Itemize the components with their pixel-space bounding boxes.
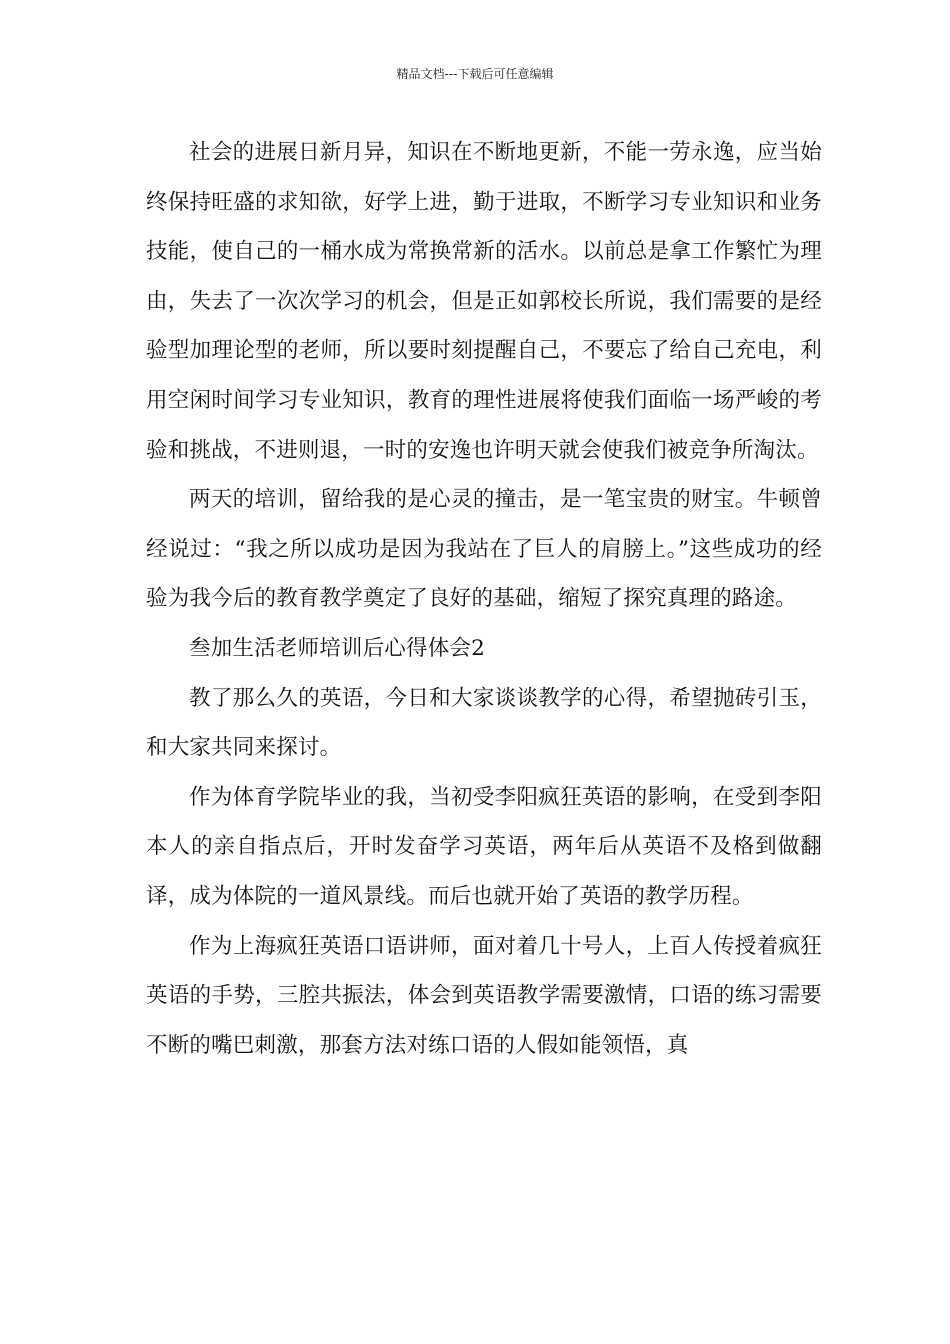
paragraph-2: 两天的培训，留给我的是心灵的撞击，是一笔宝贵的财宝。牛顿曾经说过：“我之所以成功是因为我站在了巨人的肩膀上。”这些成功的经验为我今后的教育教学奠定了良好的基础，缩短了探究真理的路途。	[146, 487, 822, 612]
paragraph-5: 作为上海疯狂英语口语讲师，面对着几十号人，上百人传授着疯狂英语的手势，三腔共振法，体会到英语教学需要激情，口语的练习需要不断的嘴巴刺激，那套方法对练口语的人假如能领悟，真	[146, 933, 822, 1058]
document-body	[146, 128, 822, 1070]
page-header: 精品文档---下载后可任意编辑	[396, 67, 554, 81]
paragraph-1: 社会的进展日新月异，知识在不断地更新，不能一劳永逸，应当始终保持旺盛的求知欲，好学上进，勤于进取，不断学习专业知识和业务技能，使自己的一桶水成为常换常新的活水。以前总是拿工作繁忙为理由，失去了一次次学习的机会，但是正如郭校长所说，我们需要的是经验型加理论型的老师，所以要时刻提醒自己，不要忘了给自己充电，利用空闲时间学习专业知识，教育的理性进展将使我们面临一场严峻的考验和挑战，不进则退，一时的安逸也许明天就会使我们被竞争所淘汰。	[146, 140, 822, 463]
paragraph-4: 作为体育学院毕业的我，当初受李阳疯狂英语的影响，在受到李阳本人的亲自指点后，开时发奋学习英语，两年后从英语不及格到做翻译，成为体院的一道风景线。而后也就开始了英语的教学历程。	[146, 784, 822, 909]
section-heading: 叁加生活老师培训后心得体会2	[189, 635, 485, 661]
paragraph-3: 教了那么久的英语，今日和大家谈谈教学的心得，希望抛砖引玉，和大家共同来探讨。	[146, 685, 822, 761]
